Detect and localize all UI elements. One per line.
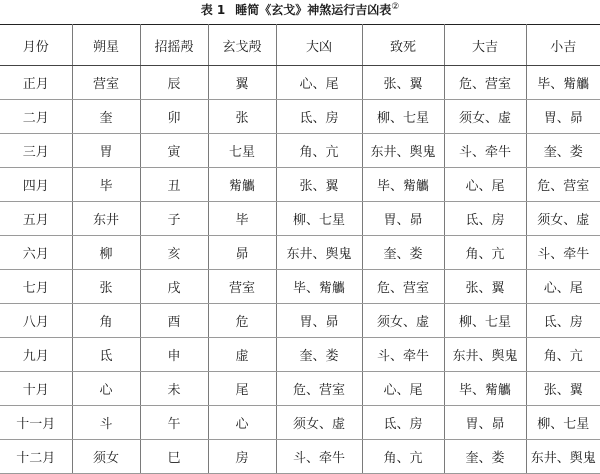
- table-cell: 毕、觜觿: [526, 66, 600, 100]
- table-container: [0, 24, 600, 474]
- table-cell: 毕: [208, 202, 276, 236]
- table-cell: 胃、昴: [526, 100, 600, 134]
- table-row: [0, 66, 600, 100]
- table-cell: 奎、娄: [444, 440, 526, 474]
- table-cell: 东井: [72, 202, 140, 236]
- table-cell: 危: [208, 304, 276, 338]
- month-cell: 十一月: [0, 406, 72, 440]
- table-cell: 斗、牵牛: [276, 440, 362, 474]
- table-cell: 须女、虚: [276, 406, 362, 440]
- table-cell: 觜觿: [208, 168, 276, 202]
- table-cell: 奎、娄: [276, 338, 362, 372]
- table-cell: 危、营室: [444, 66, 526, 100]
- table-cell: 斗、牵牛: [526, 236, 600, 270]
- header-row: [0, 25, 600, 66]
- table-row: [0, 304, 600, 338]
- table-cell: 斗: [72, 406, 140, 440]
- table-cell: 柳: [72, 236, 140, 270]
- table-row: [0, 134, 600, 168]
- table-cell: 须女、虚: [362, 304, 444, 338]
- month-cell: 九月: [0, 338, 72, 372]
- table-cell: 丑: [140, 168, 208, 202]
- table-cell: 毕: [72, 168, 140, 202]
- month-cell: 四月: [0, 168, 72, 202]
- table-cell: 危、营室: [362, 270, 444, 304]
- column-header: 月份: [0, 25, 72, 66]
- table-cell: 辰: [140, 66, 208, 100]
- table-cell: 氐、房: [276, 100, 362, 134]
- table-cell: 房: [208, 440, 276, 474]
- table-body: [0, 66, 600, 474]
- table-cell: 氐、房: [444, 202, 526, 236]
- table-cell: 心、尾: [444, 168, 526, 202]
- omen-table: [0, 24, 600, 474]
- table-row: [0, 270, 600, 304]
- table-cell: 毕、觜觿: [444, 372, 526, 406]
- table-cell: 心、尾: [526, 270, 600, 304]
- table-cell: 毕、觜觿: [276, 270, 362, 304]
- table-cell: 午: [140, 406, 208, 440]
- table-cell: 心: [208, 406, 276, 440]
- table-cell: 心、尾: [362, 372, 444, 406]
- table-cell: 角、亢: [362, 440, 444, 474]
- table-cell: 奎、娄: [526, 134, 600, 168]
- table-row: [0, 202, 600, 236]
- footnote-marker: ②: [391, 2, 400, 12]
- table-cell: 七星: [208, 134, 276, 168]
- column-header: 大凶: [276, 25, 362, 66]
- table-cell: 戌: [140, 270, 208, 304]
- table-cell: 柳、七星: [444, 304, 526, 338]
- table-cell: 昴: [208, 236, 276, 270]
- table-cell: 胃: [72, 134, 140, 168]
- table-cell: 张: [72, 270, 140, 304]
- table-cell: 张、翼: [526, 372, 600, 406]
- table-cell: 翼: [208, 66, 276, 100]
- table-cell: 东井、舆鬼: [444, 338, 526, 372]
- table-cell: 巳: [140, 440, 208, 474]
- table-cell: 柳、七星: [362, 100, 444, 134]
- table-row: [0, 236, 600, 270]
- column-header: 玄戈殸: [208, 25, 276, 66]
- month-cell: 五月: [0, 202, 72, 236]
- table-cell: 尾: [208, 372, 276, 406]
- table-cell: 奎、娄: [362, 236, 444, 270]
- table-cell: 氐: [72, 338, 140, 372]
- table-cell: 角、亢: [276, 134, 362, 168]
- table-cell: 角、亢: [444, 236, 526, 270]
- table-cell: 虚: [208, 338, 276, 372]
- column-header: 朔星: [72, 25, 140, 66]
- table-caption: [0, 0, 600, 20]
- table-cell: 申: [140, 338, 208, 372]
- month-cell: 十月: [0, 372, 72, 406]
- table-cell: 张、翼: [444, 270, 526, 304]
- table-row: [0, 372, 600, 406]
- table-cell: 未: [140, 372, 208, 406]
- table-row: [0, 168, 600, 202]
- table-cell: 毕、觜觿: [362, 168, 444, 202]
- table-cell: 东井、舆鬼: [526, 440, 600, 474]
- month-cell: 七月: [0, 270, 72, 304]
- table-cell: 危、营室: [276, 372, 362, 406]
- table-cell: 柳、七星: [526, 406, 600, 440]
- column-header: 小吉: [526, 25, 600, 66]
- table-cell: 氐、房: [362, 406, 444, 440]
- table-cell: 角: [72, 304, 140, 338]
- month-cell: 三月: [0, 134, 72, 168]
- table-cell: 须女、虚: [444, 100, 526, 134]
- table-title: 睡简《玄戈》神煞运行吉凶表: [235, 3, 392, 17]
- table-number: 表 1: [200, 3, 226, 17]
- table-cell: 氐、房: [526, 304, 600, 338]
- table-header: [0, 25, 600, 66]
- table-cell: 东井、舆鬼: [276, 236, 362, 270]
- table-cell: 须女、虚: [526, 202, 600, 236]
- table-cell: 亥: [140, 236, 208, 270]
- table-cell: 张: [208, 100, 276, 134]
- column-header: 致死: [362, 25, 444, 66]
- month-cell: 十二月: [0, 440, 72, 474]
- table-cell: 角、亢: [526, 338, 600, 372]
- table-cell: 奎: [72, 100, 140, 134]
- table-cell: 斗、牵牛: [362, 338, 444, 372]
- month-cell: 六月: [0, 236, 72, 270]
- column-header: 招摇殸: [140, 25, 208, 66]
- table-cell: 胃、昴: [444, 406, 526, 440]
- table-cell: 须女: [72, 440, 140, 474]
- table-cell: 张、翼: [276, 168, 362, 202]
- table-row: [0, 100, 600, 134]
- table-cell: 子: [140, 202, 208, 236]
- table-cell: 酉: [140, 304, 208, 338]
- table-cell: 营室: [208, 270, 276, 304]
- table-cell: 斗、牵牛: [444, 134, 526, 168]
- month-cell: 八月: [0, 304, 72, 338]
- table-cell: 卯: [140, 100, 208, 134]
- table-row: [0, 440, 600, 474]
- table-cell: 营室: [72, 66, 140, 100]
- table-cell: 危、营室: [526, 168, 600, 202]
- table-cell: 心、尾: [276, 66, 362, 100]
- column-header: 大吉: [444, 25, 526, 66]
- table-cell: 东井、舆鬼: [362, 134, 444, 168]
- table-cell: 胃、昴: [362, 202, 444, 236]
- table-cell: 心: [72, 372, 140, 406]
- month-cell: 正月: [0, 66, 72, 100]
- table-cell: 柳、七星: [276, 202, 362, 236]
- table-cell: 寅: [140, 134, 208, 168]
- table-cell: 胃、昴: [276, 304, 362, 338]
- table-row: [0, 406, 600, 440]
- month-cell: 二月: [0, 100, 72, 134]
- table-row: [0, 338, 600, 372]
- table-cell: 张、翼: [362, 66, 444, 100]
